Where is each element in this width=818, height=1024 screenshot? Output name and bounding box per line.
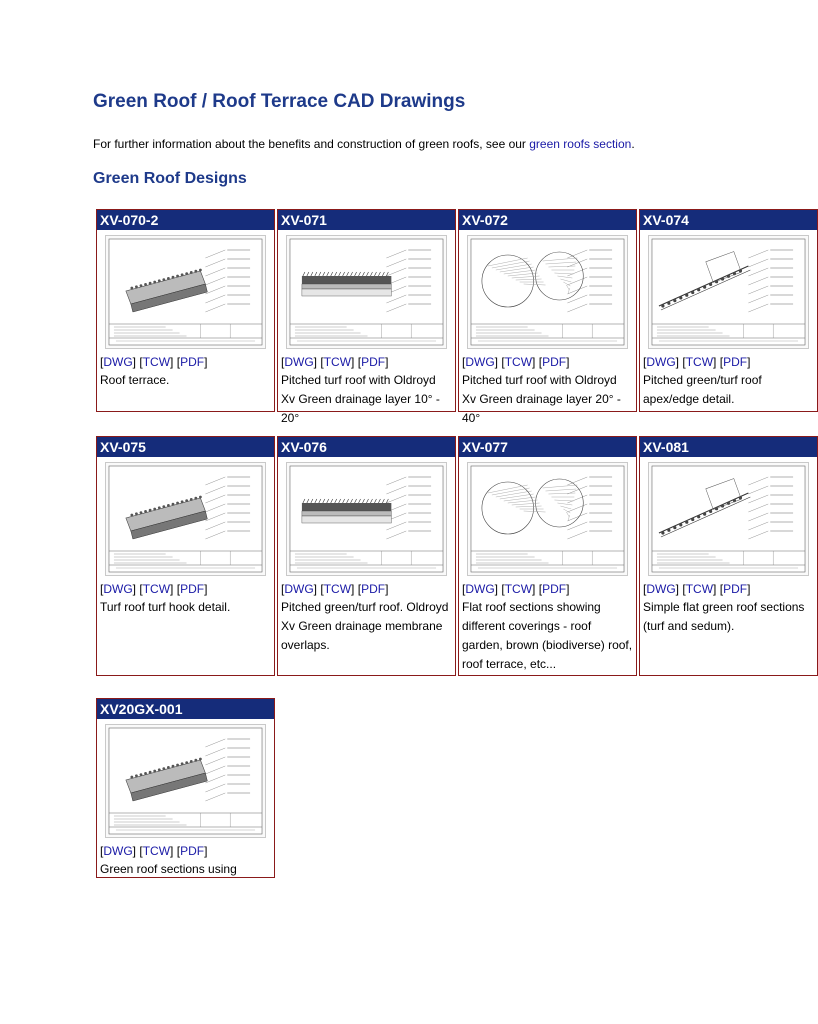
drawing-code-header: XV-072: [459, 210, 636, 230]
download-links: [DWG] [TCW] [PDF]: [643, 582, 751, 596]
drawing-thumbnail-image: [106, 236, 265, 348]
drawing-code-header: XV-077: [459, 437, 636, 457]
drawing-thumbnail[interactable]: [105, 462, 266, 576]
drawing-card: [96, 209, 275, 412]
drawing-thumbnail[interactable]: [467, 462, 628, 576]
drawing-code-header: XV-070-2: [97, 210, 274, 230]
drawing-thumbnail-image: [106, 463, 265, 575]
drawing-code-header: XV20GX-001: [97, 699, 274, 719]
drawing-thumbnail[interactable]: [648, 462, 809, 576]
drawing-description: Pitched turf roof with Oldroyd Xv Green drainage layer 20° - 40°: [462, 373, 621, 425]
tcw-link[interactable]: TCW: [142, 582, 171, 596]
tcw-link[interactable]: TCW: [685, 582, 714, 596]
dwg-link[interactable]: DWG: [646, 355, 676, 369]
dwg-link[interactable]: DWG: [103, 355, 133, 369]
download-links: [DWG] [TCW] [PDF]: [100, 355, 208, 369]
drawing-code-header: XV-076: [278, 437, 455, 457]
dwg-link[interactable]: DWG: [284, 582, 314, 596]
drawing-description: Pitched green/turf roof. Oldroyd Xv Green drainage membrane overlaps.: [281, 600, 449, 652]
drawing-card: [96, 436, 275, 676]
drawing-code-header: XV-071: [278, 210, 455, 230]
pdf-link[interactable]: PDF: [361, 355, 386, 369]
download-links: [DWG] [TCW] [PDF]: [462, 582, 570, 596]
drawing-thumbnail-image: [649, 463, 808, 575]
tcw-link[interactable]: TCW: [142, 355, 171, 369]
intro-end: .: [631, 137, 635, 151]
drawing-code-header: XV-075: [97, 437, 274, 457]
pdf-link[interactable]: PDF: [723, 355, 748, 369]
dwg-link[interactable]: DWG: [284, 355, 314, 369]
drawing-thumbnail-image: [649, 236, 808, 348]
drawing-description: Pitched turf roof with Oldroyd Xv Green drainage layer 10° - 20°: [281, 373, 440, 425]
drawing-description: Simple flat green roof sections (turf and sedum).: [643, 600, 805, 633]
drawing-thumbnail-image: [468, 236, 627, 348]
drawing-description: Turf roof turf hook detail.: [100, 600, 231, 614]
drawing-description: Green roof sections using: [100, 862, 237, 876]
pdf-link[interactable]: PDF: [542, 582, 567, 596]
pdf-link[interactable]: PDF: [361, 582, 386, 596]
download-links: [DWG] [TCW] [PDF]: [100, 844, 208, 858]
drawing-thumbnail-image: [287, 236, 446, 348]
intro-text: For further information about the benefits and construction of green roofs, see our: [93, 137, 530, 151]
drawing-card: [639, 436, 818, 676]
pdf-link[interactable]: PDF: [542, 355, 567, 369]
drawing-thumbnail[interactable]: [105, 724, 266, 838]
drawing-card: [277, 209, 456, 425]
drawing-card: [277, 436, 456, 676]
download-links: [DWG] [TCW] [PDF]: [643, 355, 751, 369]
drawing-thumbnail-image: [287, 463, 446, 575]
page-title: Green Roof / Roof Terrace CAD Drawings: [93, 91, 466, 112]
drawing-thumbnail[interactable]: [286, 235, 447, 349]
drawing-thumbnail-image: [106, 725, 265, 837]
dwg-link[interactable]: DWG: [465, 355, 495, 369]
drawing-code-header: XV-074: [640, 210, 817, 230]
tcw-link[interactable]: TCW: [142, 844, 171, 858]
drawing-thumbnail[interactable]: [648, 235, 809, 349]
drawing-code-header: XV-081: [640, 437, 817, 457]
pdf-link[interactable]: PDF: [180, 844, 205, 858]
tcw-link[interactable]: TCW: [504, 355, 533, 369]
drawing-thumbnail[interactable]: [467, 235, 628, 349]
drawing-thumbnail-image: [468, 463, 627, 575]
drawing-description: Flat roof sections showing different coverings - roof garden, brown (biodiverse) roof, roof terrace, etc...: [462, 600, 633, 671]
green-roofs-section-link[interactable]: green roofs section: [529, 137, 632, 151]
dwg-link[interactable]: DWG: [646, 582, 676, 596]
pdf-link[interactable]: PDF: [180, 355, 205, 369]
drawing-card: [96, 698, 275, 878]
section-title: Green Roof Designs: [93, 170, 247, 187]
pdf-link[interactable]: PDF: [723, 582, 748, 596]
drawing-card: [458, 209, 637, 425]
dwg-link[interactable]: DWG: [465, 582, 495, 596]
drawing-description: Roof terrace.: [100, 373, 170, 387]
drawing-card: [458, 436, 637, 676]
tcw-link[interactable]: TCW: [323, 582, 352, 596]
tcw-link[interactable]: TCW: [323, 355, 352, 369]
tcw-link[interactable]: TCW: [685, 355, 714, 369]
drawing-thumbnail[interactable]: [286, 462, 447, 576]
drawing-description: Pitched green/turf roof apex/edge detail.: [643, 373, 762, 406]
dwg-link[interactable]: DWG: [103, 582, 133, 596]
download-links: [DWG] [TCW] [PDF]: [100, 582, 208, 596]
download-links: [DWG] [TCW] [PDF]: [281, 355, 389, 369]
intro-paragraph: [93, 137, 635, 151]
drawing-thumbnail[interactable]: [105, 235, 266, 349]
dwg-link[interactable]: DWG: [103, 844, 133, 858]
drawing-card: [639, 209, 818, 412]
tcw-link[interactable]: TCW: [504, 582, 533, 596]
download-links: [DWG] [TCW] [PDF]: [281, 582, 389, 596]
download-links: [DWG] [TCW] [PDF]: [462, 355, 570, 369]
pdf-link[interactable]: PDF: [180, 582, 205, 596]
